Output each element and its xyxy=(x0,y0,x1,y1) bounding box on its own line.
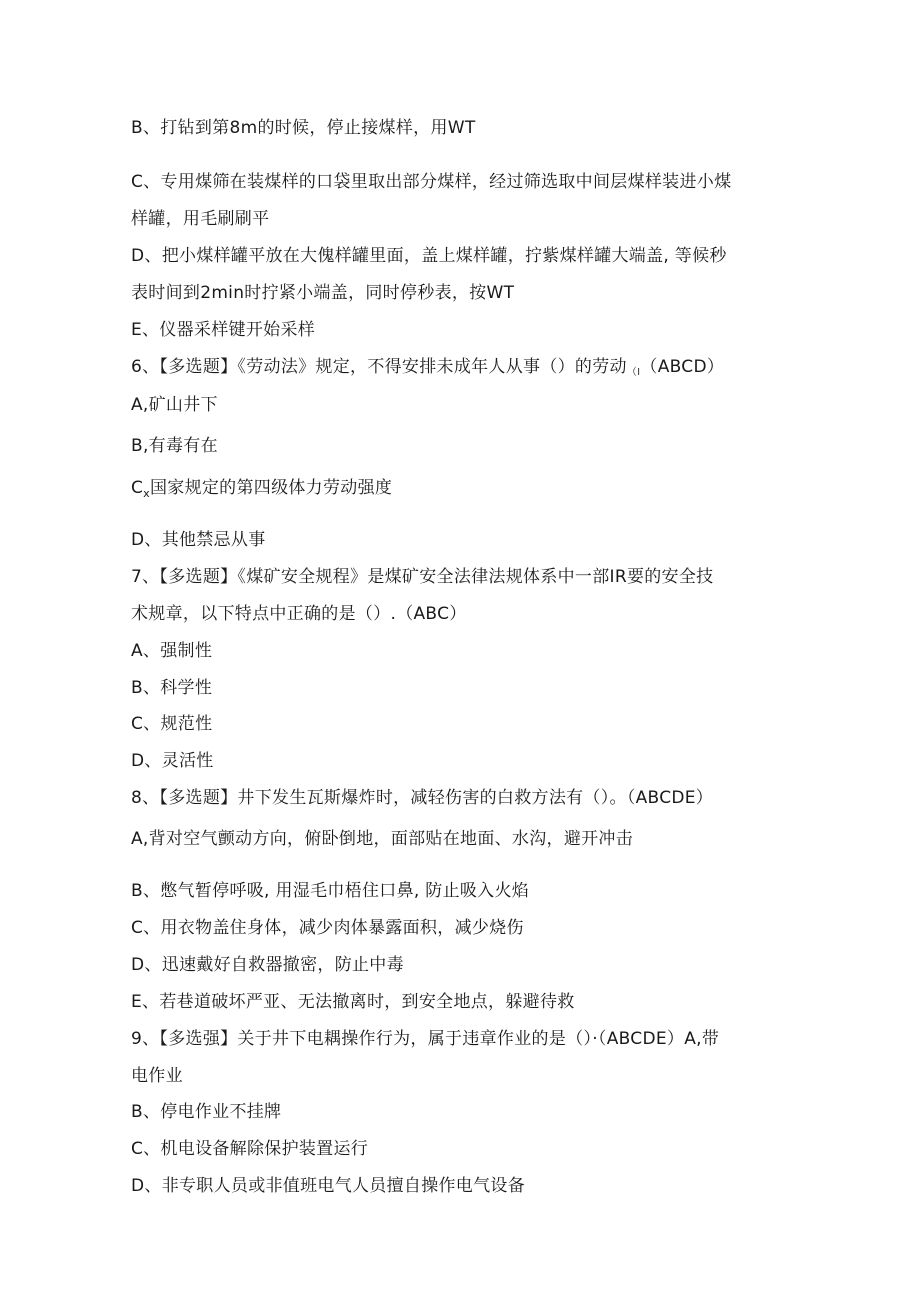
option-subscript: x xyxy=(143,487,150,500)
text-line: C、用衣物盖住身体，减少肉体暴露面积，减少烧伤 xyxy=(131,918,524,938)
text-line: D、把小煤样罐平放在大傀样罐里面，盖上煤样罐，拧紫煤样罐大端盖, 等候秒 xyxy=(131,246,727,266)
text-line: 电作业 xyxy=(131,1066,183,1086)
text-line: E、若巷道破坏严亚、无法撤离时，到安全地点，躲避待救 xyxy=(131,992,575,1012)
text-line: B、停电作业不挂牌 xyxy=(131,1102,282,1122)
text-line: B、憋气暂停呼吸, 用湿毛巾梧住口鼻, 防止吸入火焰 xyxy=(131,881,530,901)
text-line: A,背对空气颤动方向，俯卧倒地，面部贴在地面、水沟，避开冲击 xyxy=(131,829,634,849)
text-line: C、专用煤筛在装煤样的口袋里取出部分煤样，经过筛选取中间层煤样装进小煤 xyxy=(131,172,732,192)
question-6-text: 6、【多选题】《劳动法》规定，不得安排未成年人从事（）的劳动 xyxy=(131,357,627,377)
text-line: C、机电设备解除保护装置运行 xyxy=(131,1139,369,1159)
text-line: D、其他禁忌从事 xyxy=(131,530,266,550)
text-line: D、灵活性 xyxy=(131,751,214,771)
question-6 xyxy=(131,357,724,383)
option-letter: C xyxy=(131,478,144,498)
option-6c xyxy=(131,478,392,504)
text-line: A、强制性 xyxy=(131,641,213,661)
text-line: 9、【多选强】关于井下电耦操作行为，属于违章作业的是（）·（ABCDE）A,带 xyxy=(131,1029,720,1049)
option-text: 国家规定的第四级体力劳动强度 xyxy=(149,478,393,498)
text-line: 7、【多选题】《煤矿安全规程》是煤矿安全法律法规体系中一部IR要的安全技 xyxy=(131,567,714,587)
text-line: 8、【多选题】井下发生瓦斯爆炸时，减轻伤害的白救方法有（）。（ABCDE） xyxy=(131,788,714,808)
text-line: C、规范性 xyxy=(131,714,213,734)
text-line: 样罐，用毛刷刷平 xyxy=(131,209,270,229)
text-line: B,有毒有在 xyxy=(131,436,218,456)
question-6-mark: （I xyxy=(626,367,641,378)
text-line: 表时间到2min时拧紧小端盖，同时停秒表，按WT xyxy=(131,283,515,303)
text-line: B、科学性 xyxy=(131,678,213,698)
text-line: E、仪器采样键开始采样 xyxy=(131,320,316,340)
question-6-answer: （ABCD） xyxy=(640,357,725,377)
text-line: D、迅速戴好自救器撤密，防止中毒 xyxy=(131,955,404,975)
text-line: D、非专职人员或非值班电气人员擅自操作电气设备 xyxy=(131,1176,525,1196)
text-line: B、打钻到第8m的时候，停止接煤样，用WT xyxy=(131,118,476,138)
text-line: A,矿山井下 xyxy=(131,395,218,415)
text-line: 术规章，以下特点中正确的是（）.（ABC） xyxy=(131,604,467,624)
